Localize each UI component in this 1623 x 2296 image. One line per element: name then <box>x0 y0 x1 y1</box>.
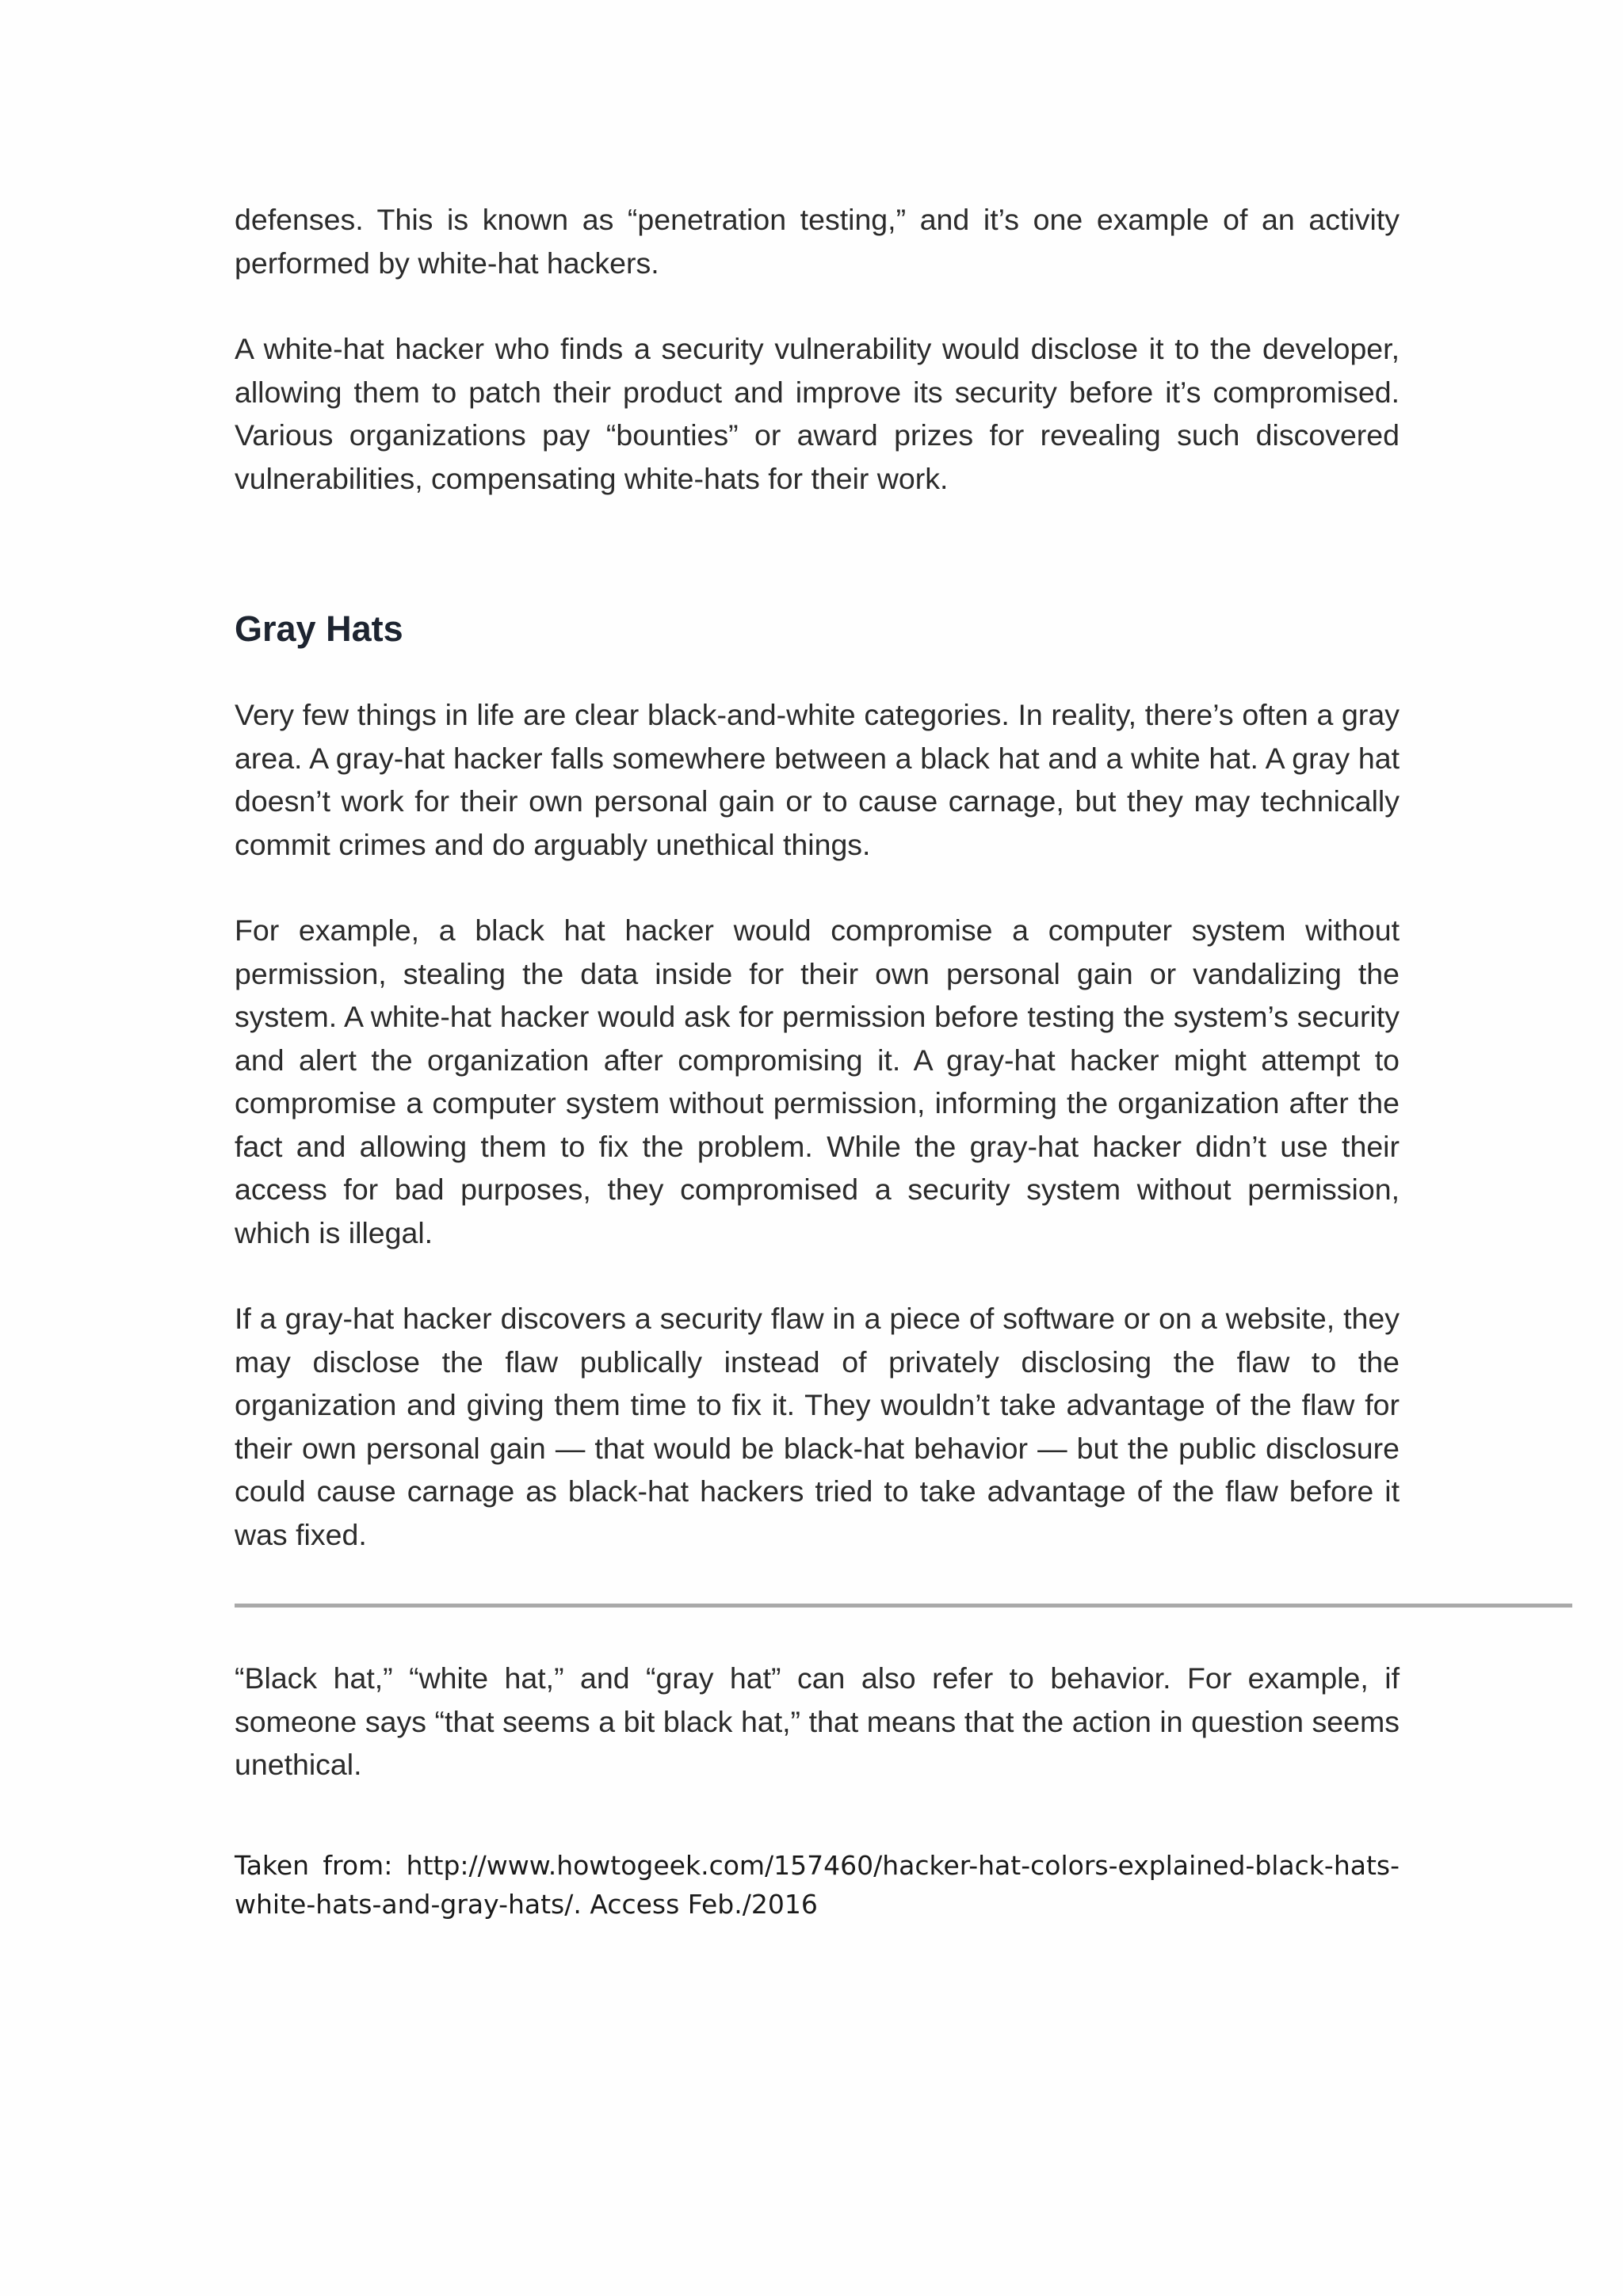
paragraph-white-hat-disclosure: A white-hat hacker who finds a security vulnerability would disclose it to the developer, allowing them to patch their product and improve its security before it’s compromised. Various organizations pay “bounties” or award prizes for revealing such discovered vulnerabilities, compensating white-hats for their work. <box>235 332 1400 495</box>
paragraph-behavior-note: “Black hat,” “white hat,” and “gray hat” can also refer to behavior. For example, if someone says “that seems a bit black hat,” that means that the action in question seems unethical. <box>235 1661 1400 1781</box>
paragraph-gray-disclosure: If a gray-hat hacker discovers a security flaw in a piece of software or on a website, they may disclose the flaw publically instead of privately disclosing the flaw to the organization and giving them time to fix it. They wouldn’t take advantage of the flaw for their own personal gain — that would be black-hat behavior — but the public disclosure could cause carnage as black-hat hackers tried to take advantage of the flaw before it was fixed. <box>235 1302 1400 1551</box>
horizontal-divider <box>235 1604 1572 1608</box>
source-citation: Taken from: http://www.howtogeek.com/157460/hacker-hat-colors-explained-black-hats-white-hats-and-gray-hats/. Access Feb./2016 <box>235 1850 1400 1920</box>
paragraph-penetration-testing: defenses. This is known as “penetration testing,” and it’s one example of an activity performed by white-hat hackers. <box>235 203 1400 280</box>
paragraph-gray-example: For example, a black hat hacker would compromise a computer system without permission, stealing the data inside for their own personal gain or vandalizing the system. A white-hat hacker would ask for permission before testing the system’s security and alert the organization after compromising it. A gray-hat hacker might attempt to compromise a computer system without permission, informing the organization after the fact and allowing them to fix the problem. While the gray-hat hacker didn’t use their access for bad purposes, they compromised a security system without permission, which is illegal. <box>235 913 1400 1249</box>
document-body <box>235 198 1400 1556</box>
paragraph-gray-area: Very few things in life are clear black-and-white categories. In reality, there’s often a gray area. A gray-hat hacker falls somewhere between a black hat and a white hat. A gray hat doesn’t work for their own personal gain or to cause carnage, but they may technically commit crimes and do arguably unethical things. <box>235 698 1400 861</box>
section-heading-gray-hats: Gray Hats <box>235 608 403 649</box>
